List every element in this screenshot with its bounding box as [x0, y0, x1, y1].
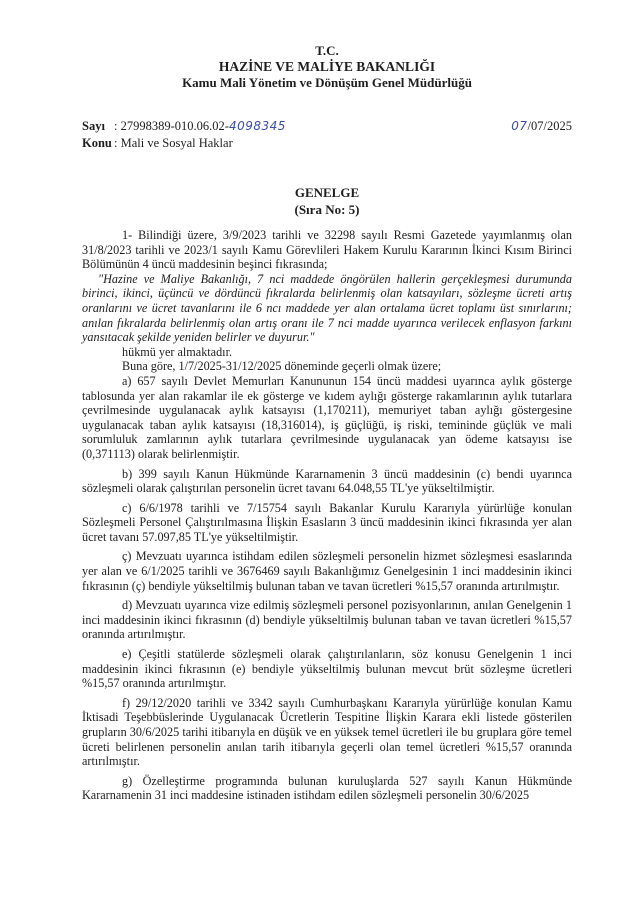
sayi-handwritten-number: 4098345 [228, 119, 286, 133]
date-handwritten-day: 07 [511, 119, 528, 133]
konu-value: : Mali ve Sosyal Haklar [114, 136, 233, 150]
konu-row [82, 135, 572, 152]
document-date [511, 118, 572, 135]
date-printed: /07/2025 [527, 119, 572, 133]
paragraph-item-a: a) 657 sayılı Devlet Memurları Kanununun 154 üncü maddesi uyarınca aylık gösterge tablosunda yer alan rakamlar ile ek gösterge ve kıdem aylığı gösterge rakamlarının aylık tutarlara çevrilmesinde uygulanacak aylık katsayısı (1,170211), memuriyet taban aylığı göstergesine uygulanacak taban aylık katsayısı (18,316014), iş güçlüğü, iş riski, temininde güçlük ve mali sorumluluk zamlarının aylık tutarlara çevrilmesinde uygulanacak yan ödeme katsayısı ise (0,371113) olarak belirlenmiştir. [82, 373, 572, 461]
sayi-value: : 27998389-010.06.02- [114, 119, 229, 133]
document-body [82, 228, 572, 808]
paragraph-item-c: c) 6/6/1978 tarihli ve 7/15754 sayılı Bakanlar Kurulu Kararıyla yürürlüğe konulan Sözleşmeli Personel Çalıştırılmasına İlişkin Esasların 3 üncü maddesinin ikinci fıkrasında yer alan ücret tavanı 57.097,85 TL'ye yükseltilmiştir. [82, 500, 572, 544]
paragraph-item-g: g) Özelleştirme programında bulunan kuruluşlarda 527 sayılı Kanun Hükmünde Kararnamenin 31 inci maddesine istinaden istihdam edilen sözleşmeli personelin 30/6/2025 [82, 773, 572, 803]
paragraph-item-d: d) Mevzuatı uyarınca vize edilmiş sözleşmeli personel pozisyonlarının, anılan Genelgenin 1 inci maddesinin ikinci fıkrasının (d) bendiyle yükseltilmiş bulunan taban ve tavan ücretleri %15,57 oranında artırılmıştır. [82, 598, 572, 642]
document-sequence-number: (Sıra No: 5) [294, 202, 360, 217]
konu-label: Konu [82, 136, 112, 150]
paragraph-provision: hükmü yer almaktadır. [122, 344, 232, 359]
document-title: GENELGE [294, 185, 360, 200]
paragraph-item-c-cedilla: ç) Mevzuatı uyarınca istihdam edilen sözleşmeli personelin hizmet sözleşmesi esaslarında yer alan ve 6/1/2025 tarihli ve 3676469 sayılı Bakanlığımız Genelgesinin 1 inci maddesinin ikinci fıkrasının (ç) bendiyle yükseltilmiş bulunan taban ve tavan ücretleri %15,57 oranında artırılmıştır. [82, 549, 572, 593]
paragraph-quote: "Hazine ve Maliye Bakanlığı, 7 nci maddede öngörülen hallerin gerçekleşmesi durumunda birinci, ikinci, üçüncü ve dördüncü fıkralarda belirlenmiş olan katsayıları, sözleşme ücreti artış oranlarını ve ücret tavanlarını ile 6 ncı maddede yer alan ortalama ücret toplamı üst sınırlarını; anılan fıkralarda belirlenmiş olan artış oranı ile 7 nci madde uyarınca verilecek enflasyon farkını yansıtacak şekilde yeniden belirler ve duyurur." [82, 271, 572, 345]
paragraph-accordingly: Buna göre, 1/7/2025-31/12/2025 döneminde geçerli olmak üzere; [122, 359, 442, 374]
paragraph-item-f: f) 29/12/2020 tarihli ve 3342 sayılı Cumhurbaşkanı Kararıyla yürürlüğe konulan Kamu İktisadi Teşebbüslerinde Uygulanacak Ücretlerin Tespitine İlişkin Karara ekli listede gösterilen grupların 30/6/2025 tarihi itibarıyla en düşük ve en yüksek temel ücretleri ile bu gruplara göre temel ücreti belirlenen personelin anılan tarih itibarıyla geçerli olan temel ücretleri %15,57 oranında artırılmıştır. [82, 695, 572, 769]
sayi-row [82, 118, 572, 135]
header-directorate: Kamu Mali Yönetim ve Dönüşüm Genel Müdürlüğü [182, 75, 472, 90]
sayi-label: Sayı [82, 119, 105, 133]
paragraph-item-b: b) 399 sayılı Kanun Hükmünde Kararnamenin 3 üncü maddesinin (c) bendi uyarınca sözleşmeli olarak çalıştırılan personelin ücret tavanı 64.048,55 TL'ye yükseltilmiştir. [82, 466, 572, 496]
header-tc: T.C. [315, 43, 339, 58]
paragraph-intro: 1- Bilindiği üzere, 3/9/2023 tarihli ve 32298 sayılı Resmi Gazetede yayımlanmış olan 31/8/2023 tarihli ve 2023/1 sayılı Kamu Görevlileri Hakem Kurulu Kararının İkinci Kısım Birinci Bölümünün 4 üncü maddesinin beşinci fıkrasında; [82, 228, 572, 272]
paragraph-item-e: e) Çeşitli statülerde sözleşmeli olarak çalıştırılanların, söz konusu Genelgenin 1 inci maddesinin ikinci fıkrasının (e) bendiyle yükseltilmiş bulunan mevcut brüt sözleşme ücretleri %15,57 oranında artırılmıştır. [82, 647, 572, 691]
header-ministry: HAZİNE VE MALİYE BAKANLIĞI [218, 59, 436, 74]
